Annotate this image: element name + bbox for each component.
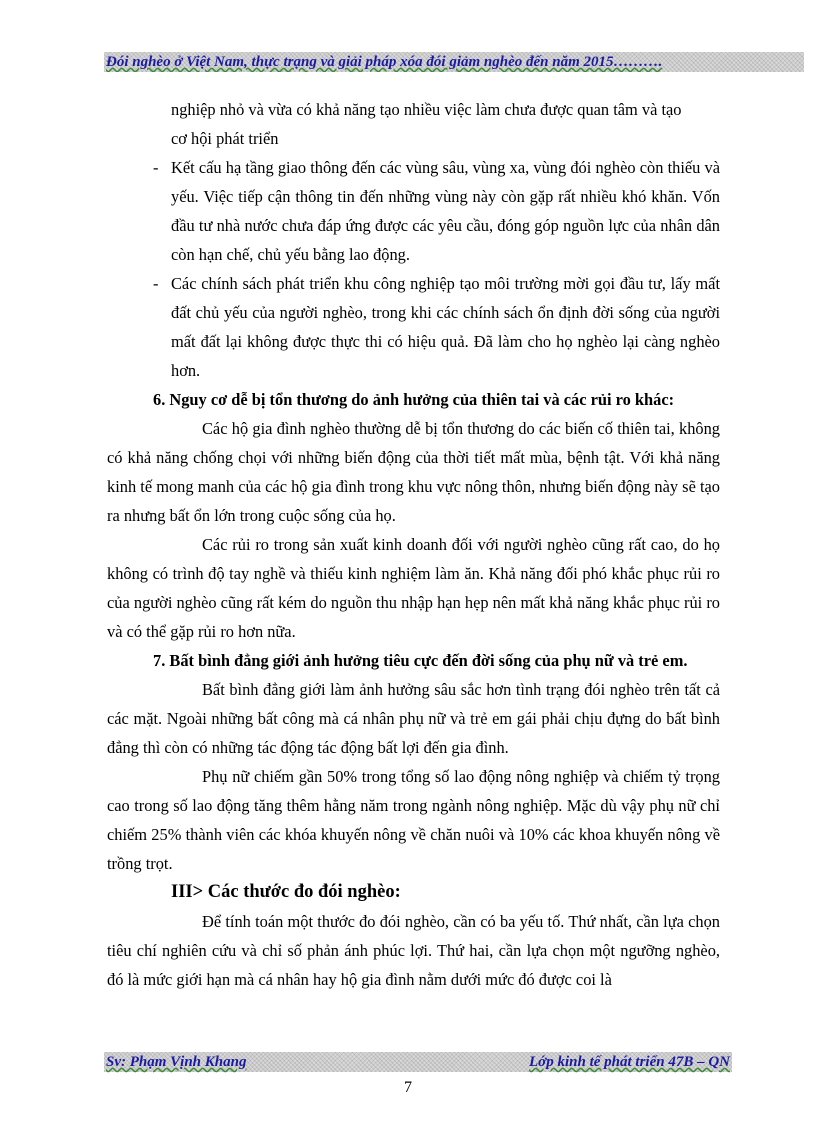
class-name: Lớp kinh tế phát triển 47B – QN bbox=[529, 1054, 730, 1070]
dash-bullet-icon: - bbox=[153, 158, 159, 177]
continued-line-2: cơ hội phát triển bbox=[171, 129, 279, 148]
page-number: 7 bbox=[404, 1079, 412, 1096]
paragraph: Các hộ gia đình nghèo thường dễ bị tổn thương do các biến cố thiên tai, không có khả năng chống chọi với những biến động của thời tiết mất mùa, bệnh tật. Với khả năng kinh tế mong manh của các hộ gia đình trong khu vực nông thôn, nhưng biến động này sẽ tạo ra nhưng bất ổn lớn trong cuộc sống của họ. bbox=[107, 419, 720, 525]
continued-line bbox=[107, 124, 720, 153]
paragraph: Bất bình đẳng giới làm ảnh hưởng sâu sắc hơn tình trạng đói nghèo trên tất cả các mặt. Ngoài những bất công mà cá nhân phụ nữ và trẻ em gái phải chịu đựng do bất bình đẳng thì còn có những tác động tác động bất lợi đến gia đình. bbox=[107, 680, 720, 757]
paragraph: Các rủi ro trong sản xuất kinh doanh đối với người nghèo cũng rất cao, do họ không có trình độ tay nghề và thiếu kinh nghiệm làm ăn. Khả năng đối phó khắc phục rủi ro của người nghèo cũng rất kém do nguồn thu nhập hạn hẹp nên mất khả năng khắc phục rủi ro và có thể gặp rủi ro hơn nữa. bbox=[107, 535, 720, 641]
continued-line-1: nghiệp nhỏ và vừa có khả năng tạo nhiều việc làm chưa được quan tâm và tạo bbox=[171, 100, 682, 119]
bullet-text: Các chính sách phát triển khu công nghiệp tạo môi trường mời gọi đầu tư, lấy mất đất chủ yếu của người nghèo, trong khi các chính sách ổn định đời sống của người mất đất lại không được thực thi có hiệu quả. Đã làm cho họ nghèo lại càng nghèo hơn. bbox=[171, 274, 720, 380]
page-body bbox=[107, 95, 720, 994]
paragraph: Phụ nữ chiếm gần 50% trong tổng số lao động nông nghiệp và chiếm tỷ trọng cao trong số lao động tăng thêm hằng năm trong ngành nông nghiệp. Mặc dù vậy phụ nữ chỉ chiếm 25% thành viên các khóa khuyến nông về chăn nuôi và 10% các khoa khuyến nông về trồng trọt. bbox=[107, 767, 720, 873]
running-header: Đói nghèo ở Việt Nam, thực trạng và giải pháp xóa đói giảm nghèo đến năm 2015………. bbox=[106, 54, 663, 70]
paragraph: Để tính toán một thước đo đói nghèo, cần có ba yếu tố. Thứ nhất, cần lựa chọn tiêu chí nghiên cứu và chỉ số phản ánh phúc lợi. Thứ hai, cần lựa chọn một ngưỡng nghèo, đó là mức giới hạn mà cá nhân hay hộ gia đình nằm dưới mức đó được coi là bbox=[107, 912, 720, 989]
bullet-text: Kết cấu hạ tầng giao thông đến các vùng sâu, vùng xa, vùng đói nghèo còn thiếu và yếu. Việc tiếp cận thông tin đến những vùng này còn gặp rất nhiều khó khăn. Vốn đầu tư nhà nước chưa đáp ứng được các yêu cầu, đóng góp nguồn lực của nhân dân còn hạn chế, chủ yếu bằng lao động. bbox=[171, 158, 720, 264]
dash-bullet-icon: - bbox=[153, 274, 159, 293]
student-name: Sv: Phạm Vịnh Khang bbox=[106, 1054, 247, 1070]
section-heading: 6. Nguy cơ dễ bị tổn thương do ảnh hưởng của thiên tai và các rủi ro khác: bbox=[153, 390, 675, 409]
section-heading: 7. Bất bình đẳng giới ảnh hưởng tiêu cực đến đời sống của phụ nữ và trẻ em. bbox=[153, 651, 688, 670]
bullet-item bbox=[107, 153, 720, 269]
chapter-heading: III> Các thước đo đói nghèo: bbox=[171, 882, 401, 902]
continued-line bbox=[107, 95, 720, 124]
bullet-item bbox=[107, 269, 720, 385]
